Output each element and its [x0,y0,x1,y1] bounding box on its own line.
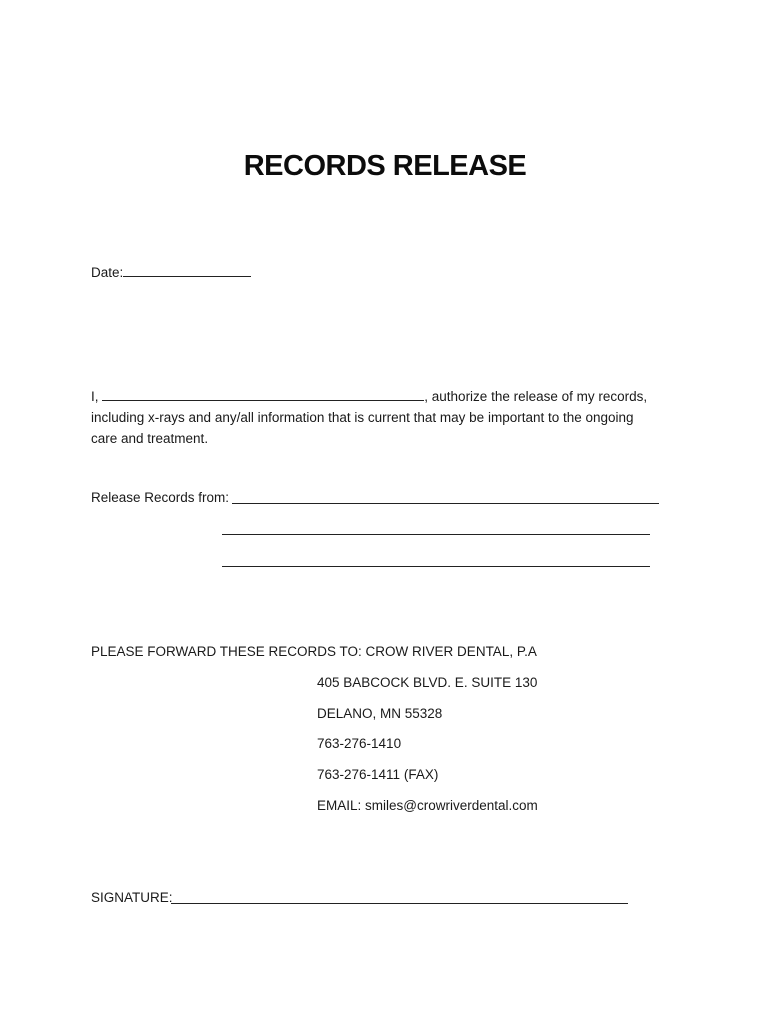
release-from-label: Release Records from: [91,490,230,505]
forward-fax: 763-276-1411 (FAX) [317,767,439,782]
authorization-line-2: including x-rays and any/all information that is current that may be important to the ongoing [91,410,634,425]
release-from-field-1[interactable] [232,503,659,504]
authorization-line-1 [91,386,691,407]
authorization-paragraph [91,386,691,449]
date-field[interactable] [123,262,251,277]
forward-email: EMAIL: smiles@crowriverdental.com [317,798,538,813]
release-from-field-3[interactable] [222,566,650,567]
release-from-field-2[interactable] [222,534,650,535]
authorization-line-3: care and treatment. [91,431,209,446]
signature-row [91,887,173,908]
patient-name-field[interactable] [102,386,424,401]
forward-address: 405 BABCOCK BLVD. E. SUITE 130 [317,675,538,690]
authorization-prefix: I, [91,389,99,404]
document-title: RECORDS RELEASE [243,150,527,182]
release-from-row [91,487,229,508]
forward-phone: 763-276-1410 [317,736,402,751]
forward-city: DELANO, MN 55328 [317,706,443,721]
signature-field[interactable] [171,903,628,904]
date-row [91,262,251,283]
signature-label: SIGNATURE: [91,890,173,905]
date-label: Date: [91,265,124,280]
forward-label: PLEASE FORWARD THESE RECORDS TO: CROW RIVER DENTAL, P.A [91,644,537,659]
authorization-suffix: , authorize the release of my records, [424,389,648,404]
